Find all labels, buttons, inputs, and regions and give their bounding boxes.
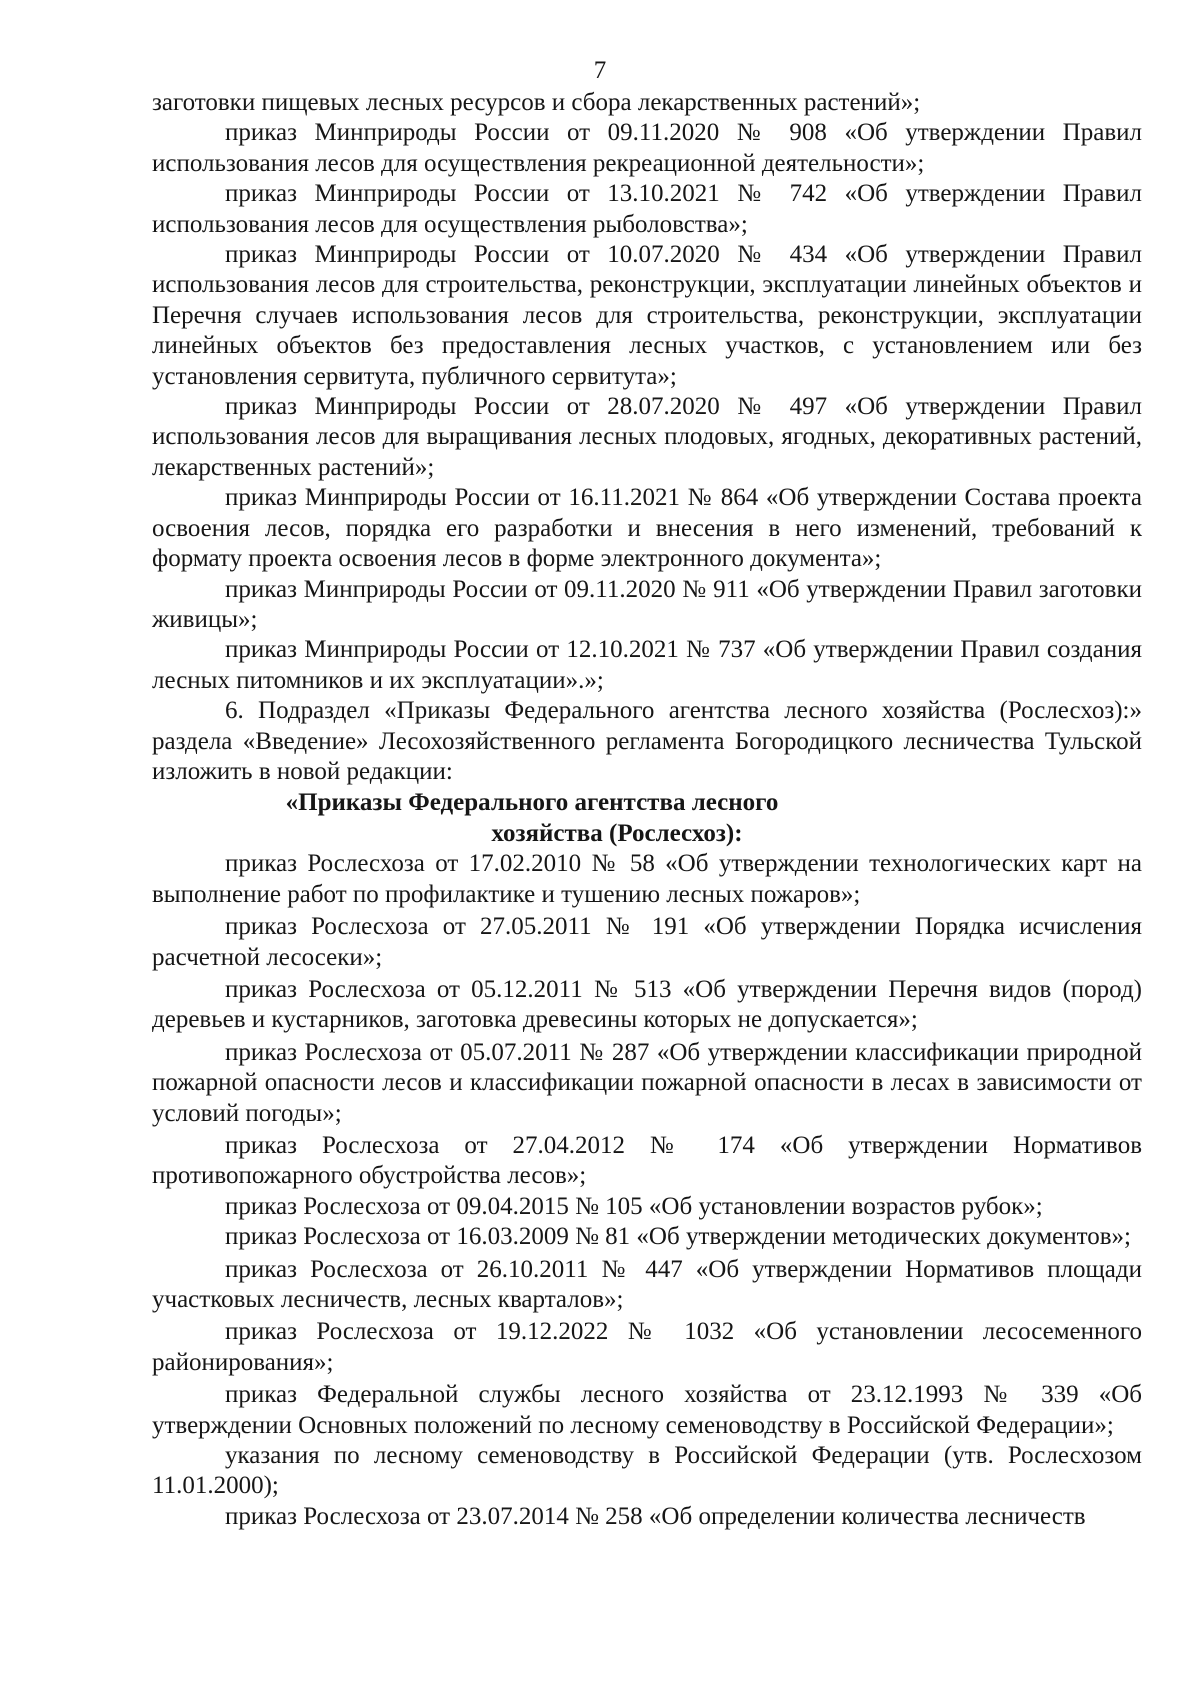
paragraph-continuation: заготовки пищевых лесных ресурсов и сбора лекарственных растений»; [152, 89, 921, 116]
order-item: приказ Рослесхоза от 05.07.2011 № 287 «Об утверждении классификации природной пожарной опасности лесов и классификации пожарной опасности в лесах в зависимости от условий погоды»; [152, 1038, 1142, 1127]
paragraph-order-737: приказ Минприроды России от 12.10.2021 № 737 «Об утверждении Правил создания лесных питомников и их эксплуатации».»; [152, 636, 1142, 694]
order-item: приказ Рослесхоза от 27.05.2011 № 191 «Об утверждении Порядка исчисления расчетной лесосеки»; [152, 913, 1142, 971]
paragraph-order-434: приказ Минприроды России от 10.07.2020 № 434 «Об утверждении Правил использования лесов для строительства, реконструкции, эксплуатации линейных объектов и Перечня случаев использования лесов для строительства, реконструкции, эксплуатации линейных объектов без предоставления лесных участков, с установлением или без установления сервитута, публичного сервитута»; [152, 241, 1142, 390]
order-item: приказ Рослесхоза от 27.04.2012 № 174 «Об утверждении Нормативов противопожарного обустройства лесов»; [152, 1132, 1142, 1190]
paragraph-order-742: приказ Минприроды России от 13.10.2021 № 742 «Об утверждении Правил использования лесов для осуществления рыболовства»; [152, 180, 1142, 238]
paragraph-order-908: приказ Минприроды России от 09.11.2020 № 908 «Об утверждении Правил использования лесов для осуществления рекреационной деятельности»; [152, 119, 1142, 177]
paragraph-order-864: приказ Минприроды России от 16.11.2021 № 864 «Об утверждении Состава проекта освоения лесов, порядка его разработки и внесения в него изменений, требований к формату проекта освоения лесов в форме электронного документа»; [152, 484, 1142, 573]
paragraph-order-497: приказ Минприроды России от 28.07.2020 № 497 «Об утверждении Правил использования лесов для выращивания лесных плодовых, ягодных, декоративных растений, лекарственных растений»; [152, 393, 1142, 481]
section-heading-line-2: хозяйства (Рослесхоз): [491, 819, 743, 847]
section-heading [152, 788, 1142, 849]
page-number: 7 [593, 57, 607, 84]
order-item: приказ Рослесхоза от 17.02.2010 № 58 «Об утверждении технологических карт на выполнение работ по профилактике и тушению лесных пожаров»; [152, 850, 1142, 908]
section-heading-line-1: «Приказы Федерального агентства лесного [285, 789, 779, 817]
order-item: приказ Федеральной службы лесного хозяйства от 23.12.1993 № 339 «Об утверждении Основных положений по лесному семеноводству в Российской Федерации»; [152, 1381, 1142, 1439]
paragraph-item-6: 6. Подраздел «Приказы Федерального агентства лесного хозяйства (Рослесхоз):» раздела «Введение» Лесохозяйственного регламента Богородицкого лесничества Тульской изложить в новой редакции: [152, 697, 1142, 785]
order-item: приказ Рослесхоза от 19.12.2022 № 1032 «Об установлении лесосеменного районирования»; [152, 1318, 1142, 1376]
order-item: приказ Рослесхоза от 23.07.2014 № 258 «Об определении количества лесничеств [225, 1502, 1086, 1530]
order-item: приказ Рослесхоза от 05.12.2011 № 513 «Об утверждении Перечня видов (пород) деревьев и кустарников, заготовка древесины которых не допускается»; [152, 975, 1142, 1034]
document-body [152, 88, 1142, 1532]
order-item: указания по лесному семеноводству в Российской Федерации (утв. Рослесхозом 11.01.2000); [152, 1442, 1142, 1500]
order-item: приказ Рослесхоза от 26.10.2011 № 447 «Об утверждении Нормативов площади участковых лесничеств, лесных кварталов»; [152, 1255, 1142, 1314]
paragraph-order-911: приказ Минприроды России от 09.11.2020 № 911 «Об утверждении Правил заготовки живицы»; [152, 575, 1142, 633]
order-item: приказ Рослесхоза от 16.03.2009 № 81 «Об утверждении методических документов»; [225, 1223, 1131, 1251]
order-item: приказ Рослесхоза от 09.04.2015 № 105 «Об установлении возрастов рубок»; [225, 1192, 1043, 1220]
